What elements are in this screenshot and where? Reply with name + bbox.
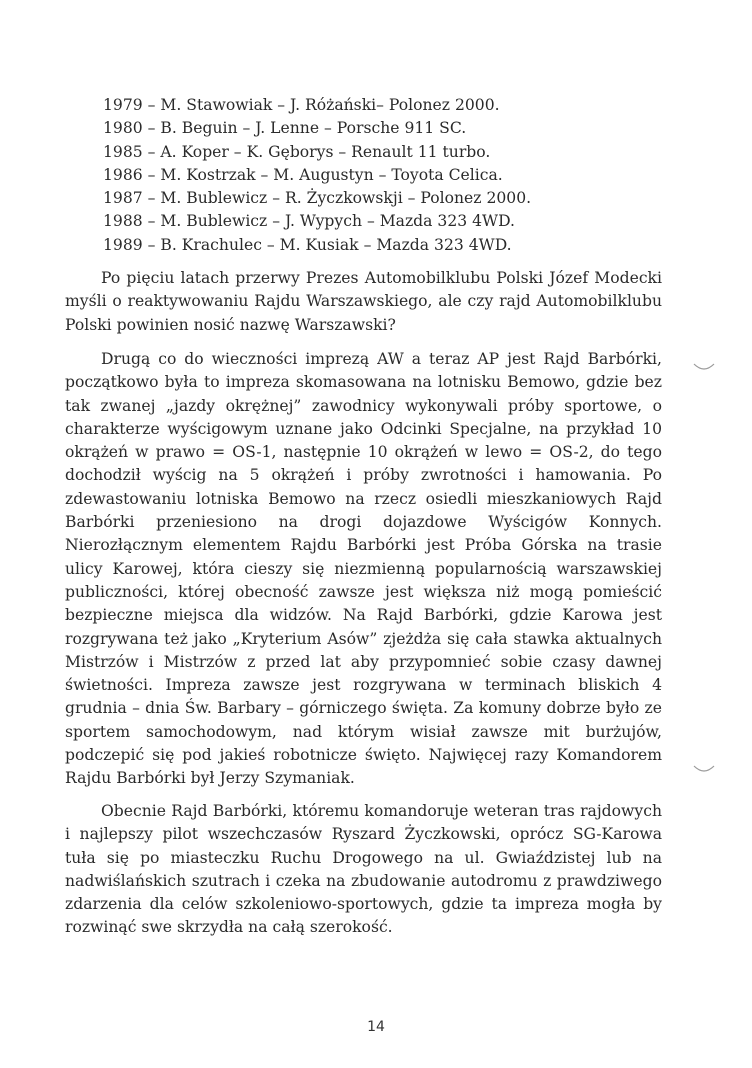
- body-paragraph: Po pięciu latach przerwy Prezes Automobilklubu Polski Józef Modecki myśli o reaktywowaniu Rajdu Warszawskiego, ale czy rajd Automobilklubu Polski powinien nosić nazwę Warszawski?: [65, 269, 662, 334]
- winner-entry: 1979 – M. Stawowiak – J. Różański– Polonez 2000.: [103, 96, 500, 114]
- winner-entry: 1987 – M. Bublewicz – R. Życzkowskji – Polonez 2000.: [103, 189, 532, 208]
- binding-hole-mark: [692, 356, 716, 380]
- rally-winners-list: [103, 94, 663, 257]
- page-number: 14: [367, 1019, 385, 1035]
- winner-entry: 1986 – M. Kostrzak – M. Augustyn – Toyota Celica.: [103, 165, 503, 184]
- body-paragraph: Drugą co do wieczności imprezą AW a teraz AP jest Rajd Barbórki, początkowo była to impreza skomasowana na lotnisku Bemowo, gdzie bez tak zwanej „jazdy okrężnej” zawodnicy wykonywali próby sportowe, o charakterze wyścigowym uznane jako Odcinki Specjalne, na przykład 10 okrążeń w prawo = OS-1, następnie 10 okrążeń w lewo = OS-2, do tego dochodził wyścig na 5 okrążeń i próby zwrotności i hamowania. Po zdewastowaniu lotniska Bemowo na rzecz osiedli mieszkaniowych Rajd Barbórki przeniesiono na drogi dojazdowe Wyścigów Konnych. Nierozłącznym elementem Rajdu Barbórki jest Próba Górska na trasie ulicy Karowej, która cieszy się niezmienną popularnością warszawskiej publiczności, której obecność zawsze jest większa niż mogą pomieścić bezpieczne miejsca dla widzów. Na Rajd Barbórki, gdzie Karowa jest rozgrywana też jako „Kryterium Asów” zjeżdża się cała stawka aktualnych Mistrzów i Mistrzów z przed lat aby przypomnieć sobie czasy dawnej świetności. Impreza zawsze jest rozgrywana w terminach bliskich 4 grudnia – dnia Św. Barbary – górniczego święta. Za komuny dobrze było ze sportem samochodowym, nad którym wisiał zawsze mit burżujów, podczepić się pod jakieś robotnicze święto. Najwięcej razy Komandorem Rajdu Barbórki był Jerzy Szymaniak.: [65, 350, 662, 788]
- winner-entry: 1985 – A. Koper – K. Gęborys – Renault 11 turbo.: [103, 142, 491, 161]
- winner-entry: 1989 – B. Krachulec – M. Kusiak – Mazda 323 4WD.: [103, 235, 512, 254]
- winner-entry: 1988 – M. Bublewicz – J. Wypych – Mazda 323 4WD.: [103, 212, 515, 231]
- binding-hole-mark: [692, 758, 716, 782]
- body-paragraph: Obecnie Rajd Barbórki, któremu komandoruje weteran tras rajdowych i najlepszy pilot wszechczasów Ryszard Życzkowski, oprócz SG-Karowa tuła się po miasteczku Ruchu Drogowego na ul. Gwiaździstej lub na nadwiślańskich szutrach i czeka na zbudowanie autodromu z prawdziwego zdarzenia dla celów szkoleniowo-sportowych, gdzie ta impreza mogła by rozwinąć swe skrzydła na całą szerokość.: [65, 802, 662, 937]
- winner-entry: 1980 – B. Beguin – J. Lenne – Porsche 911 SC.: [103, 119, 467, 138]
